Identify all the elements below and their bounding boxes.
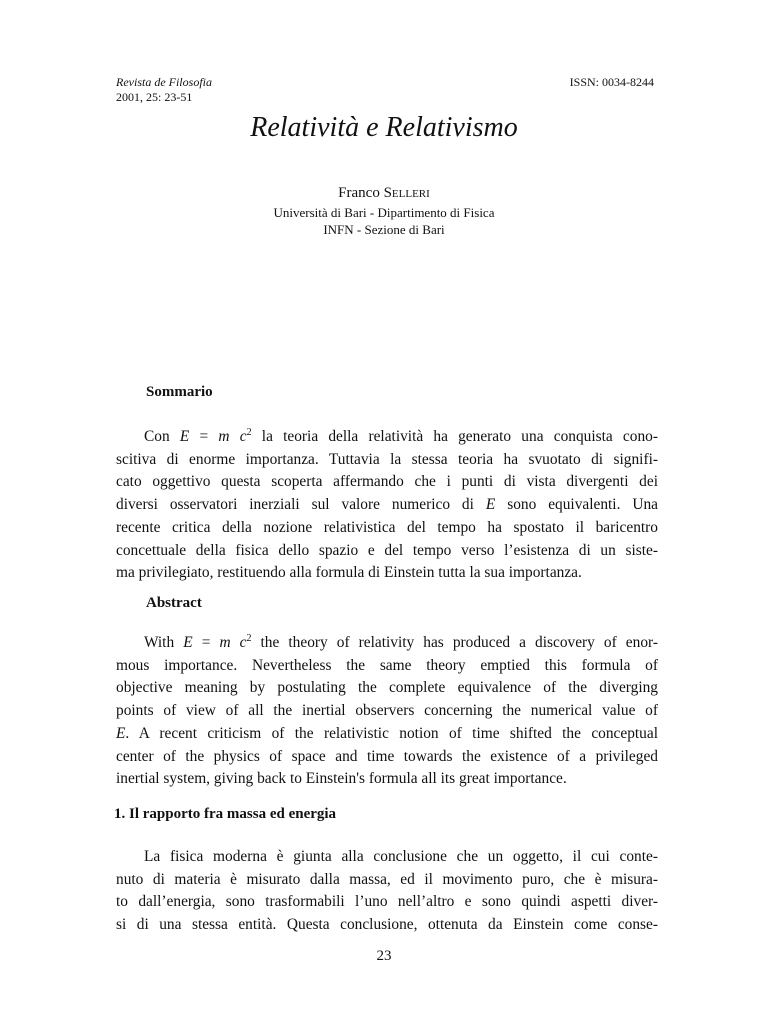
abstract-text: [116, 632, 658, 791]
text-line: Con E = m $c^2$ la teoria della relatività ha generato una conquista cono-: [144, 427, 658, 445]
author-first-name: Franco: [338, 185, 380, 201]
affiliation-2: INFN - Sezione di Bari: [323, 222, 445, 237]
text-line: cato oggettivo questa scoperta affermando che i punti di vista divergenti dei: [116, 473, 658, 491]
text-line: points of view of all the inertial observers concerning the numerical value of: [116, 702, 658, 720]
sommario-heading: Sommario: [146, 384, 213, 400]
text-line: to dall’energia, sono trasformabili l’uno nell’altro e sono quindi aspetti diver-: [116, 893, 658, 911]
author-name: [0, 185, 768, 202]
affiliation-1: Università di Bari - Dipartimento di Fisica: [273, 205, 495, 220]
journal-name: Revista de Filosofia: [116, 75, 212, 89]
paper-title: Relatività e Relativismo: [250, 112, 518, 143]
text-line: center of the physics of space and time towards the existence of a privileged: [116, 747, 658, 765]
volume-info: 2001, 25: 23-51: [116, 90, 193, 104]
text-line: scitiva di enorme importanza. Tuttavia la stessa teoria ha svuotato di signifi-: [116, 450, 658, 468]
text-line: si di una stessa entità. Questa conclusione, ottenuta da Einstein come conse-: [116, 916, 658, 934]
issn: ISSN: 0034-8244: [569, 75, 654, 89]
section-1-text: [116, 846, 658, 937]
abstract-heading: Abstract: [146, 595, 202, 611]
author-last-name: Selleri: [383, 185, 430, 201]
text-line: recente critica della nozione relativistica del tempo ha spostato il baricentro: [116, 518, 658, 536]
page-number: 23: [376, 948, 392, 964]
text-line: La fisica moderna è giunta alla conclusione che un oggetto, il cui conte-: [144, 848, 658, 865]
text-line: inertial system, giving back to Einstein's formula all its great importance.: [116, 770, 567, 788]
text-line: nuto di materia è misurato dalla massa, ed il movimento puro, che è misura-: [116, 870, 658, 888]
text-line: mous importance. Nevertheless the same theory emptied this formula of: [116, 656, 658, 674]
sommario-text: [116, 426, 658, 585]
text-line: With E = m $c^2$ the theory of relativity has produced a discovery of enor-: [144, 633, 658, 651]
text-line: objective meaning by postulating the complete equivalence of the diverging: [116, 679, 658, 697]
text-line: diversi osservatori inerziali sul valore numerico di E sono equivalenti. Una: [116, 496, 659, 514]
section-1-heading: 1. Il rapporto fra massa ed energia: [114, 806, 337, 822]
text-line: E. A recent criticism of the relativistic notion of time shifted the conceptual: [116, 724, 658, 742]
text-line: concettuale della fisica dello spazio e del tempo verso l’esistenza di un siste-: [116, 541, 658, 559]
text-line: ma privilegiato, restituendo alla formula di Einstein tutta la sua importanza.: [116, 564, 582, 582]
